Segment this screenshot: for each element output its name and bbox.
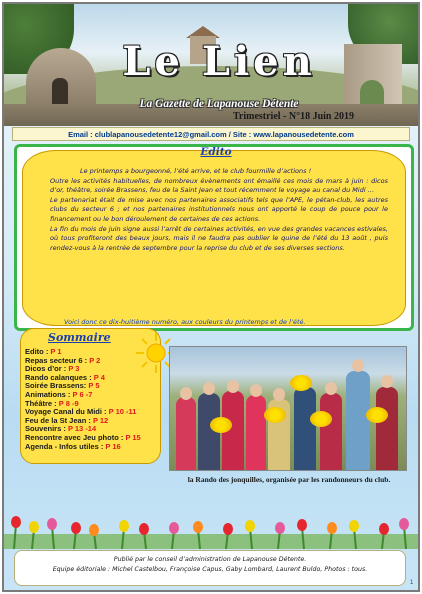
toc-label: Soirée Brassens: [25, 381, 89, 391]
daffodil-bouquet [264, 407, 286, 423]
toc-label: Théâtre : [25, 398, 59, 408]
toc-label: Animations : [25, 389, 73, 399]
footer-team: Equipe éditoriale : Michel Castelbou, Françoise Capus, Gaby Lombard, Laurent Buldo, Photos : tous. [52, 566, 368, 573]
edito-body [50, 167, 388, 253]
toc-page: P 2 [89, 355, 101, 365]
toc-page: P 16 [105, 441, 121, 451]
toc-label: Repas secteur 6 : [25, 355, 90, 365]
hiker-head [203, 382, 215, 395]
toc-page: P 3 [68, 364, 80, 374]
sommaire-title: Sommaire [48, 331, 111, 344]
toc-label: Rando calanques : [25, 372, 94, 382]
toc-page: P 10 -11 [108, 407, 137, 417]
edito-paragraph: La fin du mois de juin signe aussi l’arrêt de certaines activités, en vue des grandes vacances estivales, où tous profiteront des beaux jours, mais il ne faudra pas oublier le quine de l’été du 13 août , puis rendez-vous à la rentrée de septembre pour la reprise du club et de ses diverses sections. [50, 224, 388, 252]
group-photo [169, 346, 407, 471]
hiker-figure [246, 395, 266, 471]
toc-page: P 15 [125, 432, 141, 442]
toc-item[interactable] [25, 443, 157, 452]
toc-label: Voyage Canal du Midi : [25, 407, 109, 417]
toc-page: P 4 [93, 372, 105, 382]
hiker-head [273, 388, 285, 401]
toc-page: P 6 -7 [72, 389, 93, 399]
toc-label: Edito : [25, 347, 51, 356]
hiker-figure [376, 387, 398, 471]
toc-label: Agenda - Infos utiles : [25, 441, 106, 451]
toc-page: P 13 -14 [67, 424, 97, 434]
photo-caption: la Rando des jonquilles, organisée par les randonneurs du club. [187, 475, 391, 484]
daffodil-bouquet [310, 411, 332, 427]
newsletter-subtitle: La Gazette de Lapanouse Détente [139, 98, 299, 110]
toc-page: P 8 -9 [58, 398, 79, 408]
daffodil-bouquet [290, 375, 312, 391]
hiker-head [325, 382, 337, 395]
hiker-head [250, 384, 262, 397]
toc-page: P 5 [88, 381, 100, 391]
issue-info: Trimestriel - N°18 Juin 2019 [232, 111, 354, 122]
edito-title: Edito [200, 146, 232, 158]
hiker-figure [320, 393, 342, 471]
newsletter-title: Le Lien [122, 38, 316, 85]
hiker-head [381, 375, 393, 388]
hiker-figure [294, 387, 316, 471]
daffodil-bouquet [210, 417, 232, 433]
edito-paragraph: Le partenariat était de mise avec nos partenaires associatifs tels que l’APE, le pétan-club, les autres clubs du secteur 6 ; et nos partenaires institutionnels nous ont apporté le coup de pouce pour le financement ou le bon déroulement de certaines de ces actions. [50, 195, 388, 223]
toc-label: Rencontre avec Jeu photo : [25, 432, 126, 442]
hiker-figure [176, 397, 196, 471]
toc-page: P 12 [92, 415, 109, 425]
toc-page: P 1 [50, 347, 62, 356]
contact-bar: Email : clublapanousedetente12@gmail.com / Site : www.lapanousedetente.com [12, 127, 410, 141]
footer-publisher: Publié par le conseil d’administration de Lapanouse Détente. [113, 556, 307, 563]
hiker-head [352, 359, 364, 372]
hiker-head [227, 380, 239, 393]
edito-closing: Voici donc ce dix-huitième numéro, aux couleurs du printemps et de l’été. [64, 318, 306, 326]
edito-paragraph: Outre les activités habituelles, de nombreux évènements ont émaillé ces mois de mars à juin : dicos d’or, théâtre, soirée Brassens, feu de la Saint Jean et tout récemment le voyage au canal du Midi … [50, 176, 388, 195]
newsletter-page [2, 2, 420, 592]
toc-label: Souvenirs : [25, 424, 68, 434]
edito-paragraph: Le printemps a bourgeonné, l’été arrive, et le club fourmille d’actions ! [80, 167, 312, 175]
daffodil-bouquet [366, 407, 388, 423]
page-number: 1 [410, 580, 414, 586]
hiker-head [180, 387, 192, 400]
toc-label: Dicos d’or : [25, 364, 69, 374]
hiker-figure [346, 371, 370, 471]
toc-label: Feu de la St Jean : [25, 415, 93, 425]
footer-credits [14, 550, 406, 586]
tulip-field-graphic [4, 504, 418, 549]
